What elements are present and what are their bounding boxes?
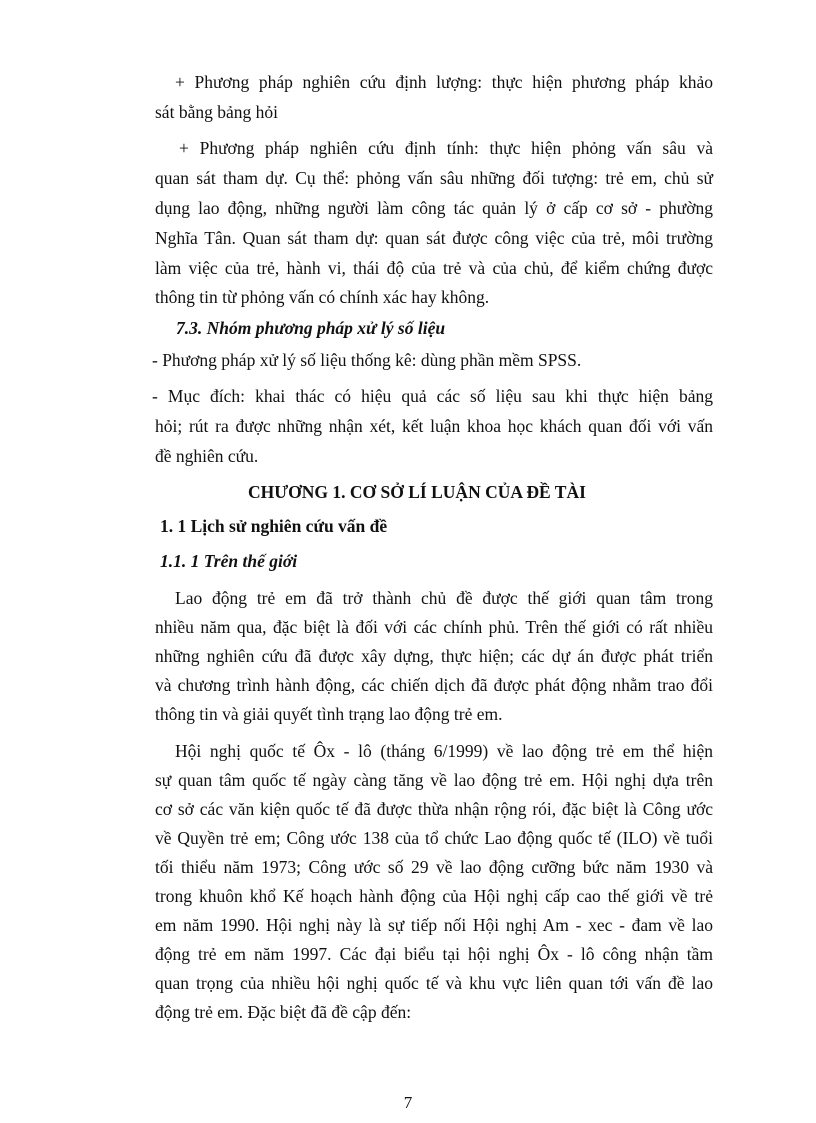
paragraph-quantitative-line-2: sát bằng bảng hỏi [155,102,278,122]
section-heading-1-1: 1. 1 Lịch sử nghiên cứu vấn đề [160,516,388,536]
paragraph-oslo-line-9: quan trọng của nhiều hội nghị quốc tế và khu vực liên quan tới vấn đề lao [155,973,713,993]
bullet-spss: - Phương pháp xử lý số liệu thống kê: dùng phần mềm SPSS. [152,350,582,370]
paragraph-qualitative-line-5: làm việc của trẻ, hành vi, thái độ của trẻ và của chủ, để kiểm chứng được [155,258,713,278]
paragraph-oslo-line-8: động trẻ em năm 1997. Các đại biểu tại hội nghị Ôx - lô công nhận tầm [155,944,713,964]
paragraph-oslo-line-5: tối thiểu năm 1973; Công ước số 29 về lao động cưỡng bức năm 1930 và [155,857,713,877]
paragraph-qualitative-line-2: quan sát tham dự. Cụ thể: phỏng vấn sâu những đối tượng: trẻ em, chủ sử [155,168,713,188]
paragraph-oslo-line-3: cơ sở các văn kiện quốc tế đã được thừa nhận rộng rói, đặc biệt là Công ước [155,799,713,819]
bullet-purpose-line-1: - Mục đích: khai thác có hiệu quả các số liệu sau khi thực hiện bảng [152,386,713,406]
bullet-purpose-line-2: hỏi; rút ra được những nhận xét, kết luận khoa học khách quan đối với vấn [155,416,713,436]
paragraph-oslo-line-10: động trẻ em. Đặc biệt đã đề cập đến: [155,1002,412,1022]
paragraph-world-line-5: thông tin và giải quyết tình trạng lao động trẻ em. [155,704,503,724]
paragraph-world-line-1: Lao động trẻ em đã trở thành chủ đề được thế giới quan tâm trong [175,588,713,608]
section-heading-7-3: 7.3. Nhóm phương pháp xử lý số liệu [176,318,446,338]
paragraph-qualitative-line-4: Nghĩa Tân. Quan sát tham dự: quan sát được công việc của trẻ, môi trường [155,228,713,248]
paragraph-oslo-line-1: Hội nghị quốc tế Ôx - lô (tháng 6/1999) về lao động trẻ em thể hiện [175,741,713,761]
paragraph-oslo-line-7: em năm 1990. Hội nghị này là sự tiếp nối Hội nghị Am - xec - đam về lao [155,915,713,935]
paragraph-qualitative-line-3: dụng lao động, những người làm công tác quản lý ở cấp cơ sở - phường [155,198,713,218]
paragraph-world-line-2: nhiều năm qua, đặc biệt là đối với các chính phủ. Trên thế giới có rất nhiều [155,617,713,637]
paragraph-oslo-line-4: về Quyền trẻ em; Công ước 138 của tổ chức Lao động quốc tế (ILO) về tuổi [155,828,713,848]
paragraph-oslo-line-2: sự quan tâm quốc tế ngày càng tăng về lao động trẻ em. Hội nghị dựa trên [155,770,713,790]
paragraph-qualitative-line-1: + Phương pháp nghiên cứu định tính: thực hiện phỏng vấn sâu và [179,138,713,158]
paragraph-quantitative-line-1: + Phương pháp nghiên cứu định lượng: thực hiện phương pháp khảo [175,72,713,92]
section-heading-1-1-1: 1.1. 1 Trên thế giới [160,551,298,571]
paragraph-world-line-3: những nghiên cứu đã được xây dựng, thực hiện; các dự án được phát triển [155,646,713,666]
chapter-title: CHƯƠNG 1. CƠ SỞ LÍ LUẬN CỦA ĐỀ TÀI [248,482,586,502]
bullet-purpose-line-3: đề nghiên cứu. [155,446,259,466]
paragraph-qualitative-line-6: thông tin từ phỏng vấn có chính xác hay không. [155,287,490,307]
page-number: 7 [403,1093,413,1112]
paragraph-oslo-line-6: trong khuôn khổ Kế hoạch hành động của Hội nghị cấp cao thế giới về trẻ [155,886,713,906]
paragraph-world-line-4: và chương trình hành động, các chiến dịch đã được phát động nhằm trao đổi [155,675,713,695]
